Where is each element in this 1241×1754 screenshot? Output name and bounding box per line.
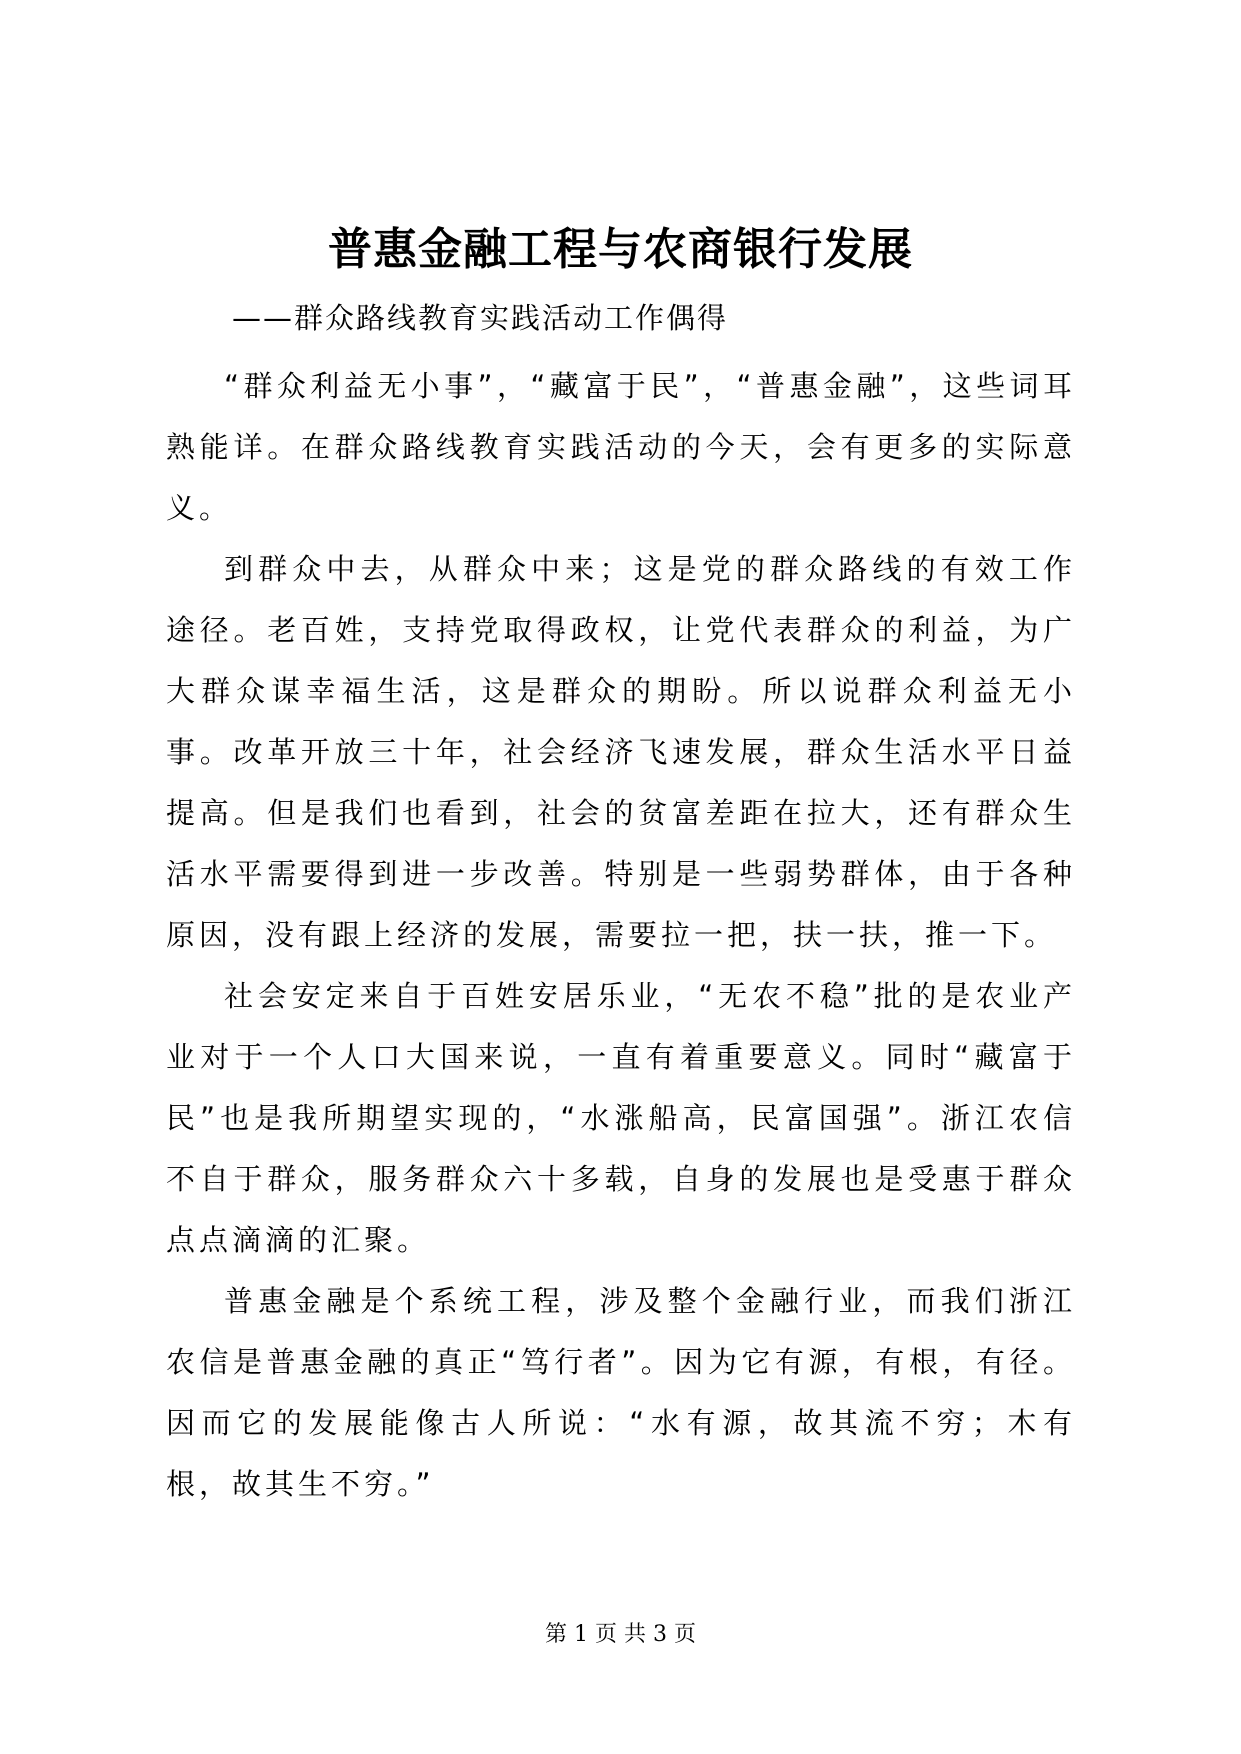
- paragraph-4: 普惠金融是个系统工程，涉及整个金融行业，而我们浙江农信是普惠金融的真正“笃行者”。因为它有源，有根，有径。因而它的发展能像古人所说：“水有源，故其流不穷；木有根，故其生不穷。”: [166, 1284, 1076, 1501]
- document-subtitle: ——群众路线教育实践活动工作偶得: [232, 301, 729, 335]
- document-body: [166, 356, 1076, 1515]
- page-number-footer: 第 1 页 共 3 页: [545, 1622, 696, 1647]
- paragraph-3: 社会安定来自于百姓安居乐业，“无农不稳”批的是农业产业对于一个人口大国来说，一直有着重要意义。同时“藏富于民”也是我所期望实现的，“水涨船高，民富国强”。浙江农信不自于群众，服务群众六十多载，自身的发展也是受惠于群众点点滴滴的汇聚。: [166, 979, 1076, 1257]
- paragraph-1: “群众利益无小事”，“藏富于民”，“普惠金融”，这些词耳熟能详。在群众路线教育实践活动的今天，会有更多的实际意义。: [166, 369, 1076, 525]
- document-title: 普惠金融工程与农商银行发展: [328, 224, 913, 275]
- paragraph-2: 到群众中去，从群众中来；这是党的群众路线的有效工作途径。老百姓，支持党取得政权，让党代表群众的利益，为广大群众谋幸福生活，这是群众的期盼。所以说群众利益无小事。改革开放三十年，社会经济飞速发展，群众生活水平日益提高。但是我们也看到，社会的贫富差距在拉大，还有群众生活水平需要得到进一步改善。特别是一些弱势群体，由于各种原因，没有跟上经济的发展，需要拉一把，扶一扶，推一下。: [166, 552, 1076, 952]
